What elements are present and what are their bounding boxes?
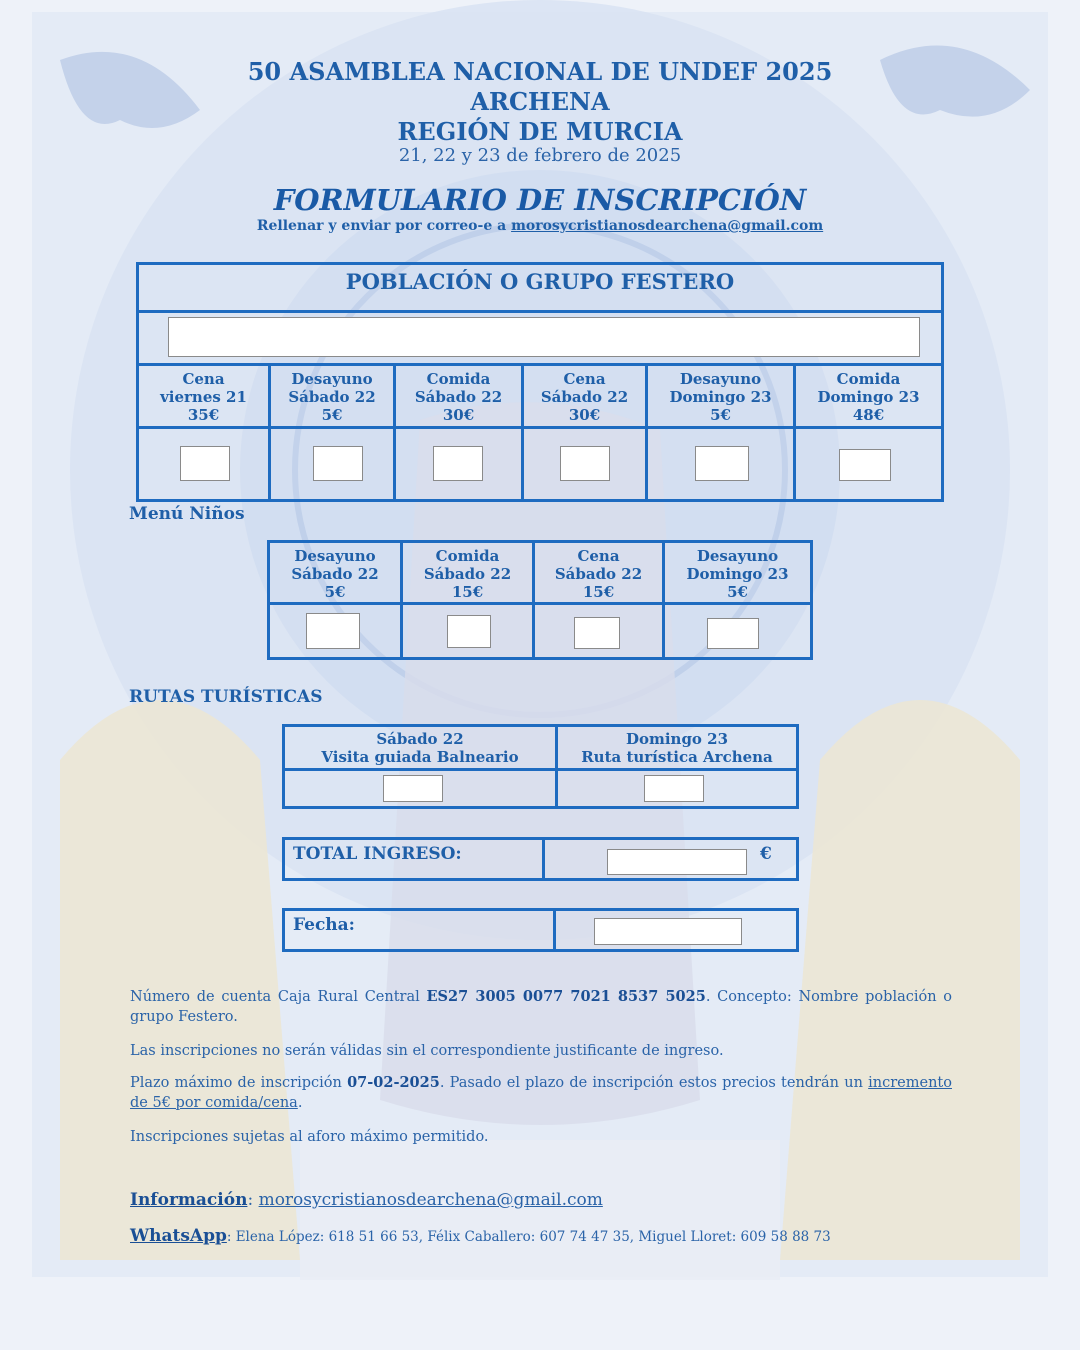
event-dates: 21, 22 y 23 de febrero de 2025 bbox=[398, 145, 682, 166]
ninos-header-desayuno-sabado: Desayuno Sábado 22 5€ bbox=[291, 547, 379, 601]
whatsapp-contacts: Elena López: 618 51 66 53, Félix Caballero: 607 74 47 35, Miguel Lloret: 609 58 88 73 bbox=[235, 1229, 831, 1245]
info-line: Información: morosycristianosdearchena@gmail.com bbox=[130, 1190, 603, 1210]
comida-header-desayuno-domingo: Desayuno Domingo 23 5€ bbox=[669, 370, 772, 424]
input-desayuno-sabado[interactable] bbox=[313, 446, 363, 481]
send-prefix: Rellenar y enviar por correo-e a bbox=[256, 218, 512, 234]
col-divider bbox=[553, 911, 556, 949]
form-title: FORMULARIO DE INSCRIPCIÓN bbox=[273, 183, 807, 217]
ninos-row-divider bbox=[270, 602, 810, 605]
input-comida-sabado[interactable] bbox=[433, 446, 483, 481]
poblacion-box bbox=[136, 262, 944, 366]
comida-header-cena-viernes: Cena viernes 21 35€ bbox=[160, 370, 247, 424]
deadline-date: 07-02-2025 bbox=[347, 1074, 440, 1091]
input-ruta-balneario[interactable] bbox=[383, 775, 443, 802]
capacity-paragraph: Inscripciones sujetas al aforo máximo permitido. bbox=[130, 1129, 489, 1145]
ninos-header-desayuno-domingo: Desayuno Domingo 23 5€ bbox=[686, 547, 789, 601]
deadline-paragraph: Plazo máximo de inscripción 07-02-2025. Pasado el plazo de inscripción estos precios tendrán un incremento de 5€ por comida/cena. bbox=[130, 1074, 952, 1111]
send-email-link[interactable]: morosycristianosdearchena@gmail.com bbox=[511, 218, 824, 234]
comida-header-comida-sabado: Comida Sábado 22 30€ bbox=[414, 370, 503, 424]
comida-header-comida-domingo: Comida Domingo 23 48€ bbox=[817, 370, 920, 424]
total-box bbox=[282, 837, 799, 881]
ninos-header-comida-sabado: Comida Sábado 22 15€ bbox=[423, 547, 512, 601]
fecha-label: Fecha: bbox=[293, 915, 355, 935]
event-city: ARCHENA bbox=[470, 87, 610, 116]
rutas-label: RUTAS TURÍSTICAS bbox=[129, 687, 323, 707]
input-cena-viernes[interactable] bbox=[180, 446, 230, 481]
event-title: 50 ASAMBLEA NACIONAL DE UNDEF 2025 bbox=[247, 57, 833, 86]
whatsapp-line: WhatsApp: Elena López: 618 51 66 53, Félix Caballero: 607 74 47 35, Miguel Lloret: 609 58 88 73 bbox=[130, 1226, 831, 1246]
menu-ninos-label: Menú Niños bbox=[129, 504, 245, 524]
poblacion-input[interactable] bbox=[168, 317, 920, 357]
comidas-table bbox=[136, 363, 944, 502]
validity-paragraph: Las inscripciones no serán válidas sin el correspondiente justificante de ingreso. bbox=[130, 1043, 724, 1059]
comidas-row-divider bbox=[139, 426, 941, 429]
input-ruta-archena[interactable] bbox=[644, 775, 704, 802]
input-comida-domingo[interactable] bbox=[839, 449, 891, 481]
input-ninos-comida-sabado[interactable] bbox=[447, 615, 491, 648]
fecha-box bbox=[282, 908, 799, 952]
input-ninos-cena-sabado[interactable] bbox=[574, 617, 620, 649]
ruta-header-archena: Domingo 23 Ruta turística Archena bbox=[581, 730, 773, 766]
comida-header-desayuno-sabado: Desayuno Sábado 22 5€ bbox=[288, 370, 376, 424]
ninos-header-cena-sabado: Cena Sábado 22 15€ bbox=[554, 547, 643, 601]
info-email-link[interactable]: morosycristianosdearchena@gmail.com bbox=[258, 1190, 603, 1210]
ruta-header-balneario: Sábado 22 Visita guiada Balneario bbox=[321, 730, 519, 766]
total-input[interactable] bbox=[607, 849, 747, 875]
fecha-input[interactable] bbox=[594, 918, 742, 945]
poblacion-title: POBLACIÓN O GRUPO FESTERO bbox=[139, 265, 941, 313]
iban: ES27 3005 0077 7021 8537 5025 bbox=[426, 988, 706, 1005]
info-label: Información bbox=[130, 1190, 248, 1210]
send-instructions bbox=[0, 218, 1080, 234]
comida-header-cena-sabado: Cena Sábado 22 30€ bbox=[540, 370, 629, 424]
total-label: TOTAL INGRESO: bbox=[293, 844, 462, 864]
whatsapp-label: WhatsApp bbox=[130, 1226, 227, 1246]
ninos-table bbox=[267, 540, 813, 660]
col-divider bbox=[542, 840, 545, 878]
input-cena-sabado[interactable] bbox=[560, 446, 610, 481]
euro-symbol: € bbox=[760, 844, 772, 864]
input-desayuno-domingo[interactable] bbox=[695, 446, 749, 481]
rutas-table bbox=[282, 724, 799, 809]
account-paragraph: Número de cuenta Caja Rural Central ES27 3005 0077 7021 8537 5025. Concepto: Nombre población o grupo Festero. bbox=[130, 988, 953, 1025]
rutas-row-divider bbox=[285, 768, 796, 771]
event-region: REGIÓN DE MURCIA bbox=[397, 117, 683, 146]
input-ninos-desayuno-domingo[interactable] bbox=[707, 618, 759, 649]
input-ninos-desayuno-sabado[interactable] bbox=[306, 613, 360, 649]
